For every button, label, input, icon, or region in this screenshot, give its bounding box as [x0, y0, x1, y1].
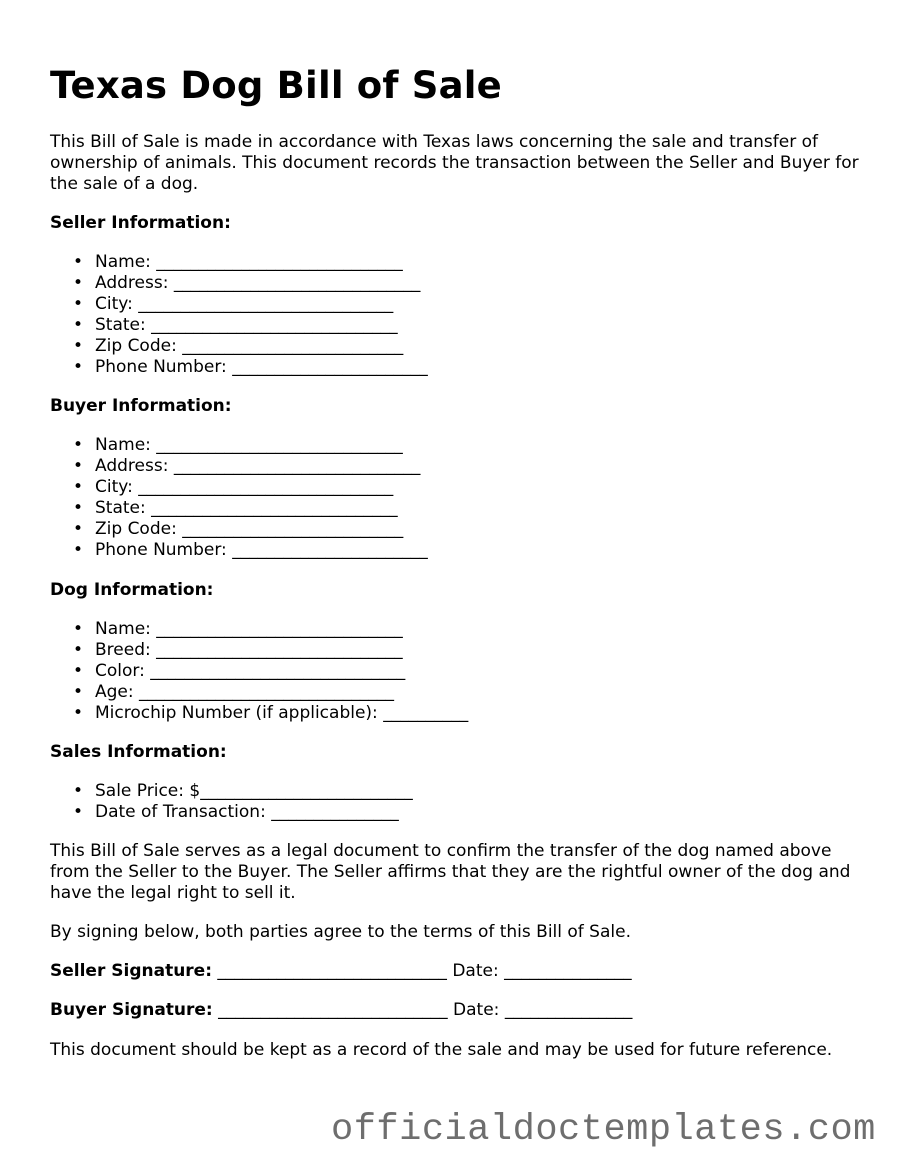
field-label: Date of Transaction: — [95, 802, 266, 822]
field-blank[interactable]: _____________________________ — [173, 456, 421, 476]
field-label: City: — [95, 477, 133, 497]
seller-date-label: Date: — [452, 961, 499, 981]
dog-name-field[interactable] — [50, 619, 468, 640]
seller-name-field[interactable] — [50, 252, 428, 273]
bullet-icon: • — [73, 619, 84, 639]
bullet-icon: • — [73, 294, 84, 314]
bullet-icon: • — [73, 640, 84, 660]
transaction-date-field[interactable] — [50, 802, 413, 823]
field-label: Breed: — [95, 640, 151, 660]
sales-info-list — [50, 781, 413, 823]
bullet-icon: • — [73, 273, 84, 293]
buyer-phone-field[interactable] — [50, 540, 428, 561]
field-blank[interactable]: _____________________________ — [156, 619, 403, 639]
document-title: Texas Dog Bill of Sale — [50, 64, 502, 107]
buyer-signature-blank[interactable]: ___________________________ — [218, 1000, 448, 1020]
buyer-info-heading: Buyer Information: — [50, 396, 232, 416]
field-label: Zip Code: — [95, 336, 177, 356]
bullet-icon: • — [73, 682, 84, 702]
seller-phone-field[interactable] — [50, 357, 428, 378]
field-blank[interactable]: _______________ — [271, 802, 399, 822]
agreement-paragraph: By signing below, both parties agree to the terms of this Bill of Sale. — [50, 922, 631, 942]
field-blank[interactable]: _______________________ — [232, 357, 428, 377]
bullet-icon: • — [73, 435, 84, 455]
seller-city-field[interactable] — [50, 294, 428, 315]
field-blank[interactable]: _____________________________ — [173, 273, 421, 293]
seller-state-field[interactable] — [50, 315, 428, 336]
dog-info-heading: Dog Information: — [50, 580, 214, 600]
field-blank[interactable]: _________________________ — [200, 781, 413, 801]
field-blank[interactable]: ______________________________ — [138, 294, 394, 314]
bullet-icon: • — [73, 498, 84, 518]
field-label: Name: — [95, 252, 151, 272]
bullet-icon: • — [73, 540, 84, 560]
dog-color-field[interactable] — [50, 661, 468, 682]
field-blank[interactable]: __________________________ — [182, 336, 404, 356]
field-label: City: — [95, 294, 133, 314]
bullet-icon: • — [73, 252, 84, 272]
bullet-icon: • — [73, 357, 84, 377]
field-label: State: — [95, 498, 146, 518]
seller-info-heading: Seller Information: — [50, 213, 231, 233]
field-blank[interactable]: _____________________________ — [151, 498, 398, 518]
field-label: Age: — [95, 682, 134, 702]
field-blank[interactable]: _____________________________ — [156, 252, 403, 272]
legal-paragraph: This Bill of Sale serves as a legal document to confirm the transfer of the dog named above from the Seller to the Buyer. The Seller affirms that they are the rightful owner of the dog and have the legal right to sell it. — [50, 841, 851, 903]
dog-breed-field[interactable] — [50, 640, 468, 661]
field-label: Zip Code: — [95, 519, 177, 539]
bullet-icon: • — [73, 477, 84, 497]
field-label: Phone Number: — [95, 540, 227, 560]
field-label: Name: — [95, 435, 151, 455]
field-label: State: — [95, 315, 146, 335]
intro-paragraph: This Bill of Sale is made in accordance with Texas laws concerning the sale and transfer of ownership of animals. This document records the transaction between the Seller and Buyer for the sale of a dog. — [50, 132, 859, 194]
seller-address-field[interactable] — [50, 273, 428, 294]
field-label: Address: — [95, 273, 169, 293]
bullet-icon: • — [73, 781, 84, 801]
field-blank[interactable]: __________ — [383, 703, 469, 723]
bullet-icon: • — [73, 703, 84, 723]
bullet-icon: • — [73, 315, 84, 335]
buyer-zip-field[interactable] — [50, 519, 428, 540]
buyer-signature-line — [50, 1000, 632, 1021]
field-blank[interactable]: ______________________________ — [150, 661, 406, 681]
field-label: Name: — [95, 619, 151, 639]
dog-age-field[interactable] — [50, 682, 468, 703]
bullet-icon: • — [73, 519, 84, 539]
buyer-city-field[interactable] — [50, 477, 428, 498]
field-blank[interactable]: _____________________________ — [151, 315, 398, 335]
field-label: Address: — [95, 456, 169, 476]
seller-signature-label: Seller Signature: — [50, 961, 213, 981]
seller-info-list — [50, 252, 428, 378]
dog-microchip-field[interactable] — [50, 703, 468, 724]
buyer-date-blank[interactable]: _______________ — [504, 1000, 633, 1020]
field-blank[interactable]: ______________________________ — [138, 477, 394, 497]
seller-signature-blank[interactable]: ___________________________ — [217, 961, 447, 981]
buyer-info-list — [50, 435, 428, 561]
bullet-icon: • — [73, 456, 84, 476]
seller-signature-line — [50, 961, 632, 982]
buyer-address-field[interactable] — [50, 456, 428, 477]
field-blank[interactable]: _____________________________ — [156, 640, 403, 660]
field-label: Sale Price: $ — [95, 781, 201, 801]
watermark-text: officialdoctemplates.com — [331, 1109, 876, 1151]
closing-paragraph: This document should be kept as a record of the sale and may be used for future reference. — [50, 1040, 833, 1060]
seller-zip-field[interactable] — [50, 336, 428, 357]
bullet-icon: • — [73, 802, 84, 822]
buyer-name-field[interactable] — [50, 435, 428, 456]
buyer-signature-label: Buyer Signature: — [50, 1000, 213, 1020]
field-blank[interactable]: ______________________________ — [139, 682, 395, 702]
dog-info-list — [50, 619, 468, 724]
sale-price-field[interactable] — [50, 781, 413, 802]
field-label: Color: — [95, 661, 145, 681]
field-label: Phone Number: — [95, 357, 227, 377]
seller-date-blank[interactable]: _______________ — [504, 961, 632, 981]
field-label: Microchip Number (if applicable): — [95, 703, 378, 723]
sales-info-heading: Sales Information: — [50, 742, 227, 762]
buyer-date-label: Date: — [453, 1000, 500, 1020]
field-blank[interactable]: __________________________ — [182, 519, 404, 539]
bullet-icon: • — [73, 336, 84, 356]
field-blank[interactable]: _______________________ — [232, 540, 428, 560]
buyer-state-field[interactable] — [50, 498, 428, 519]
field-blank[interactable]: _____________________________ — [156, 435, 403, 455]
bullet-icon: • — [73, 661, 84, 681]
